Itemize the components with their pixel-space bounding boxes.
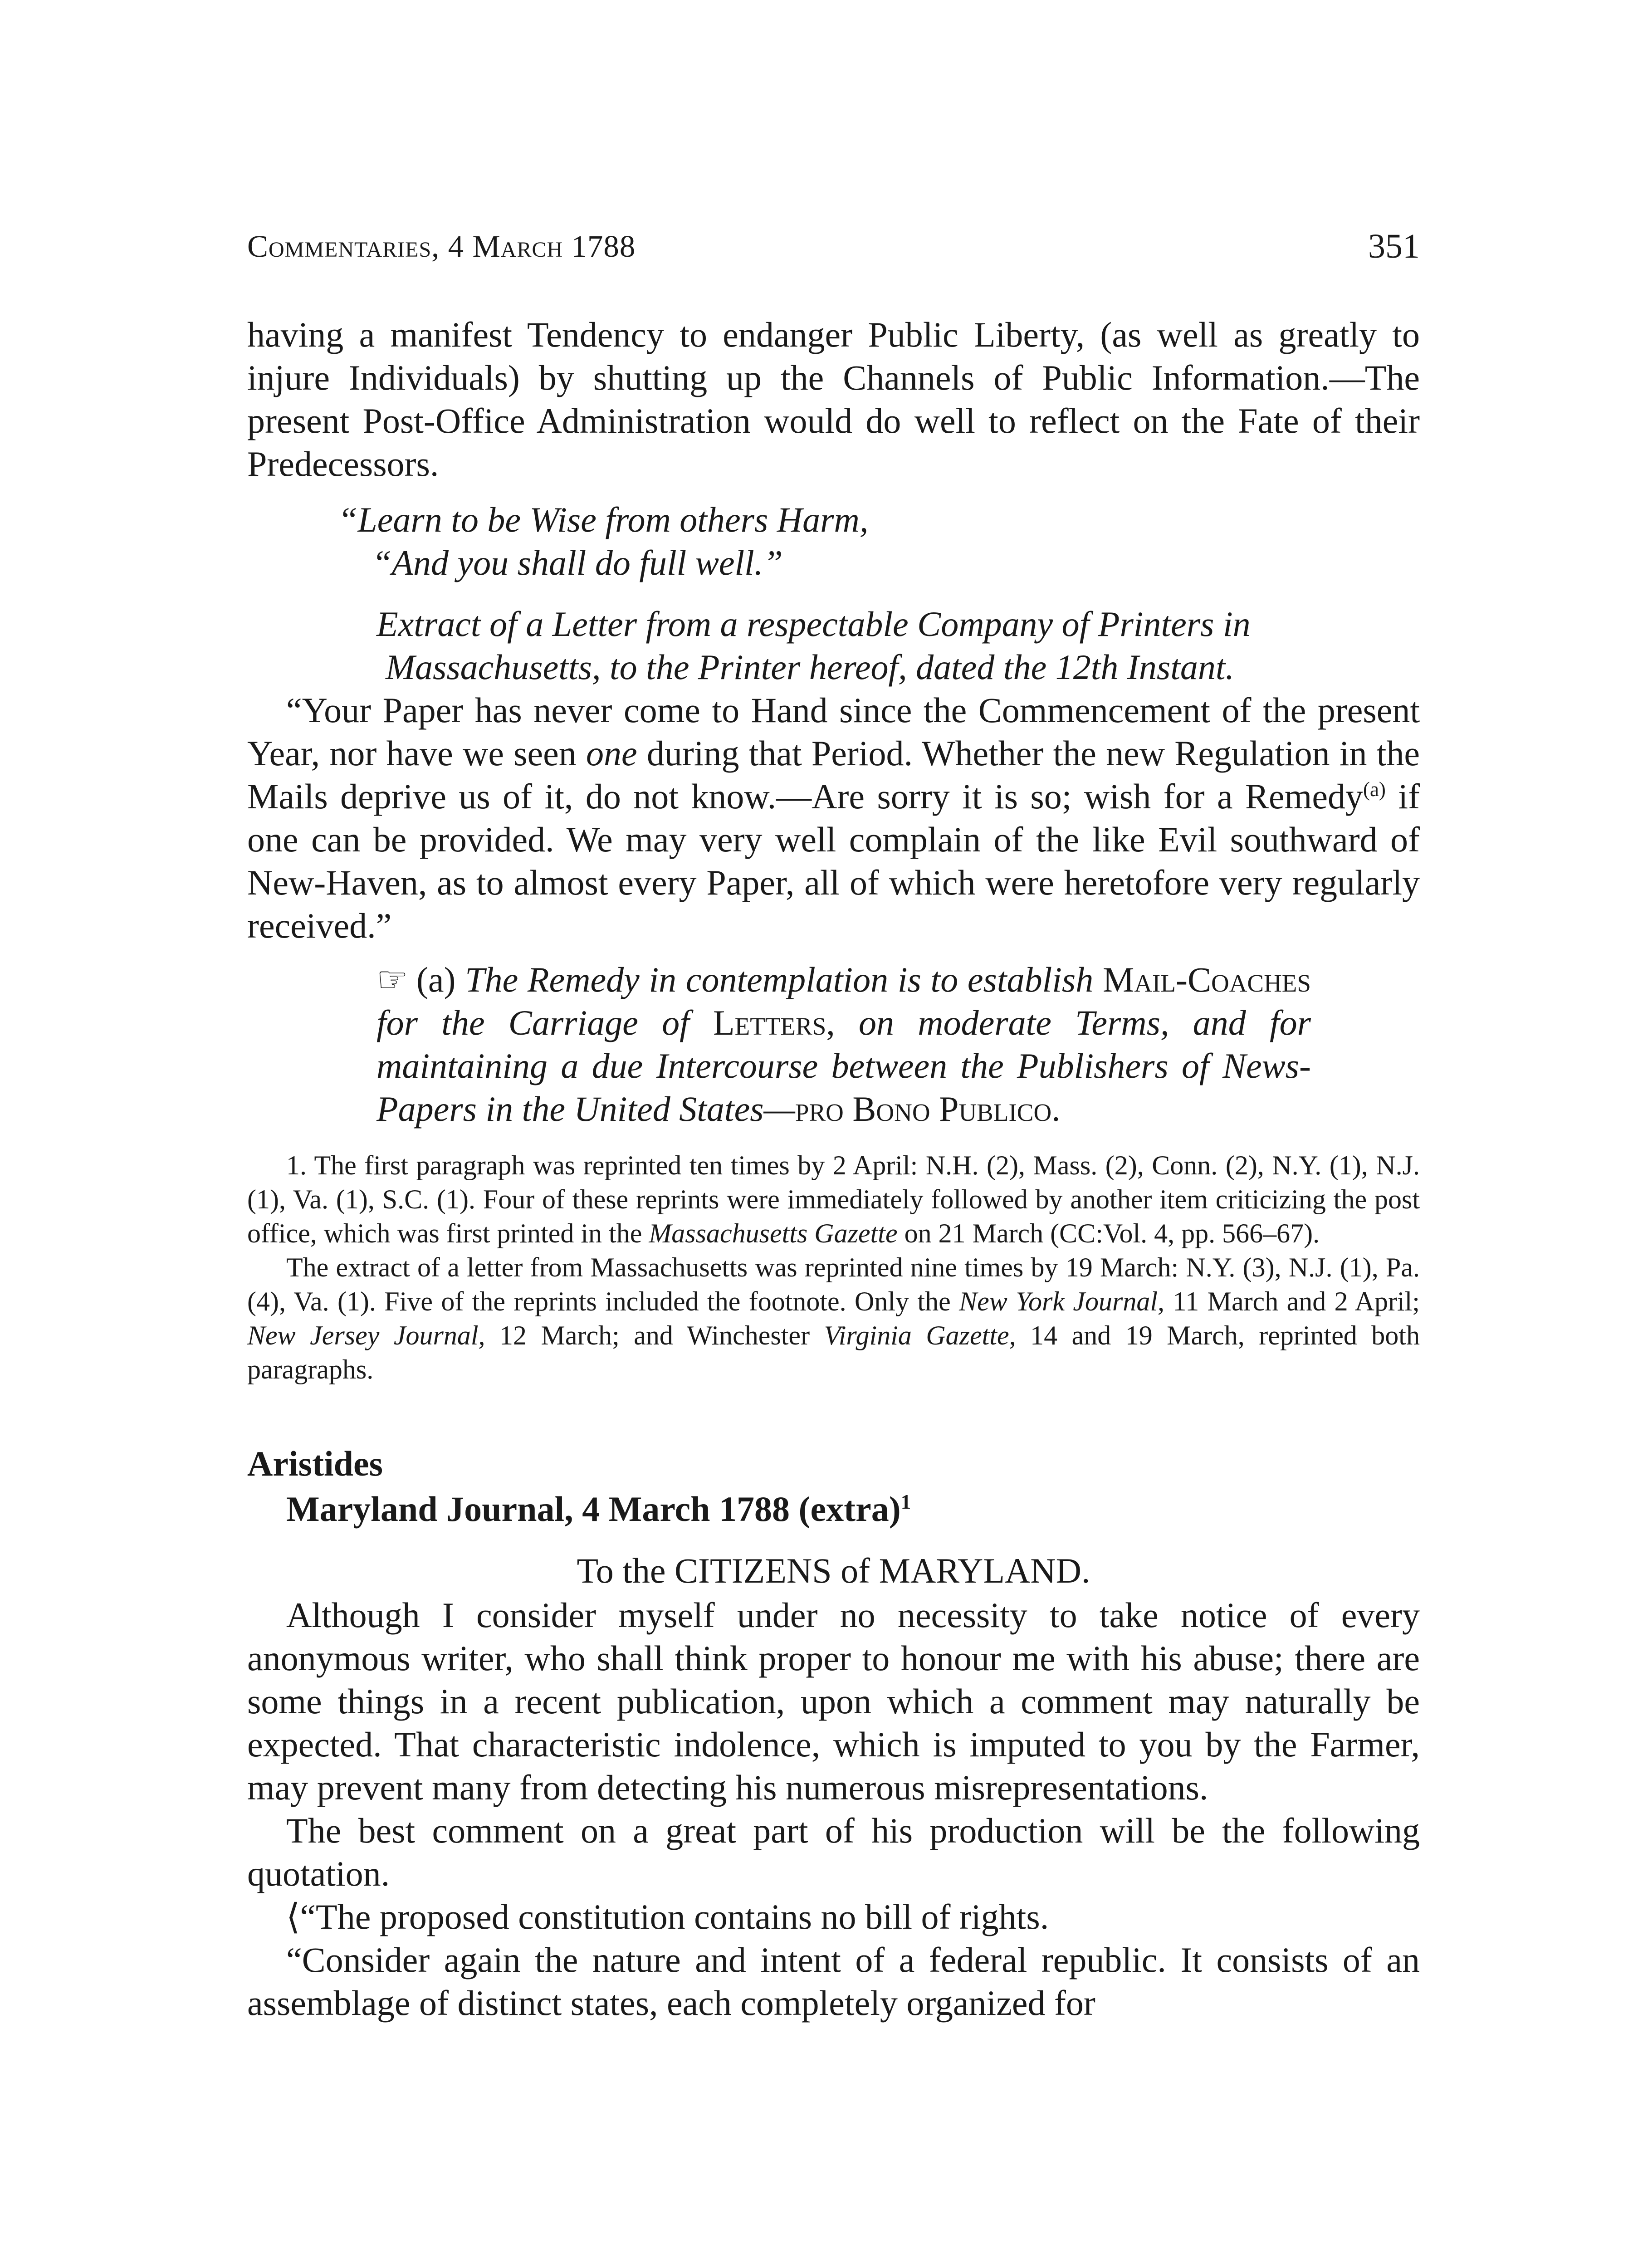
salutation: To the CITIZENS of MARYLAND. — [577, 1551, 1090, 1590]
remedy-note — [247, 958, 1420, 1130]
footnote-2-text-d: 14 and 19 March, reprinted both paragraphs. — [247, 1320, 1420, 1384]
running-head-title: Commentaries, 4 March 1788 — [247, 229, 636, 264]
verse-line-2: “And you shall do full well.” — [372, 543, 783, 582]
section-footnote-marker: 1 — [900, 1491, 911, 1513]
page-number: 351 — [1368, 227, 1420, 265]
section-subtitle — [247, 1486, 1420, 1532]
footnote-2-text-c: 12 March; and Winchester — [485, 1320, 824, 1350]
footnotes — [247, 1149, 1420, 1387]
footnote-1-massachusetts-gazette: Massachusetts Gazette — [649, 1218, 898, 1248]
footnote-2-new-jersey-journal: New Jersey Journal, — [247, 1320, 485, 1350]
footnote-2-new-york-journal: New York Journal, — [959, 1286, 1165, 1316]
footnote-1-text-b: on 21 March (CC:Vol. 4, pp. 566–67). — [897, 1218, 1320, 1248]
footnote-1 — [247, 1149, 1420, 1251]
footnote-2-virginia-gazette: Virginia Gazette, — [824, 1320, 1016, 1350]
running-head — [247, 221, 1420, 271]
remedy-note-text-1: The Remedy in contemplation is to establish — [465, 960, 1103, 999]
remedy-note-pro-bono-publico: pro Bono Publico. — [795, 1089, 1061, 1129]
letter-text-a: “Your Paper has never come to Hand since the Commencement of the present Year, nor have we seen — [247, 690, 1420, 773]
remedy-note-text-3: on moderate Terms, and for maintaining a due Intercourse between the Publishers of News-Papers in the United States— — [376, 1003, 1311, 1129]
aristides-paragraph-4: “Consider again the nature and intent of a federal republic. It consists of an assemblage of distinct states, each completely organized for — [247, 1940, 1420, 2023]
footnote-2 — [247, 1251, 1420, 1387]
footnote-2-text-a: The extract of a letter from Massachusetts was reprinted nine times by 19 March: N.Y. (3), N.J. (1), Pa. (4), Va. (1). Five of the reprints included the footnote. Only the — [247, 1252, 1420, 1316]
letter-text-b: during that Period. Whether the new Regulation in the Mails deprive us of it, do not know.—Are sorry it is so; wish for a Remedy — [247, 733, 1420, 816]
verse-quotation — [247, 498, 1420, 584]
document-page — [247, 0, 1420, 2268]
extract-heading-line-1: Extract of a Letter from a respectable Company of Printers in — [376, 604, 1251, 644]
section-subtitle-text: Maryland Journal, 4 March 1788 (extra) — [286, 1489, 901, 1529]
remedy-note-mail-coaches: Mail-Coaches — [1102, 960, 1311, 999]
verse-line-1: “Learn to be Wise from others Harm, — [338, 500, 869, 539]
aristides-paragraph-3: ⟨“The proposed constitution contains no bill of rights. — [286, 1897, 1049, 1936]
remedy-note-marker: (a) — [416, 960, 465, 999]
extract-heading — [247, 602, 1420, 689]
aristides-paragraph-2: The best comment on a great part of his production will be the following quotation. — [247, 1811, 1420, 1893]
remedy-note-text-2: for the Carriage of — [376, 1003, 713, 1042]
body-text — [247, 313, 1420, 2024]
pointing-hand-icon: ☞ — [376, 960, 408, 999]
footnote-1-text-a: 1. The first paragraph was reprinted ten times by 2 April: N.H. (2), Mass. (2), Conn. (2), N.Y. (1), N.J. (1), Va. (1), S.C. (1). Four of these reprints were immediately followed by another item criticizing the post office, which was first printed in the — [247, 1150, 1420, 1248]
section-heading — [247, 1441, 1420, 1532]
extract-heading-line-2: Massachusetts, to the Printer hereof, dated the 12th Instant. — [386, 647, 1235, 687]
remedy-note-letters: Letters, — [713, 1003, 835, 1042]
aristides-paragraph-1: Although I consider myself under no necessity to take notice of every anonymous writer, who shall think proper to honour me with his abuse; there are some things in a recent publication, upon which a comment may naturally be expected. That characteristic indolence, which is imputed to you by the Farmer, may prevent many from detecting his numerous misrepresentations. — [247, 1595, 1420, 1807]
footnote-marker-a: (a) — [1363, 778, 1386, 801]
letter-emphasis-one: one — [586, 733, 637, 773]
footnote-2-text-b: 11 March and 2 April; — [1164, 1286, 1420, 1316]
paragraph-post-office: having a manifest Tendency to endanger Public Liberty, (as well as greatly to injure Individuals) by shutting up the Channels of Public Information.—The present Post-Office Administration would do well to reflect on the Fate of their Predecessors. — [247, 315, 1420, 484]
letter-text-c: if one can be provided. We may very well complain of the like Evil southward of New-Haven, as to almost every Paper, all of which were heretofore very regularly received.” — [247, 777, 1420, 945]
section-title: Aristides — [247, 1444, 383, 1483]
paragraph-letter — [247, 689, 1420, 947]
